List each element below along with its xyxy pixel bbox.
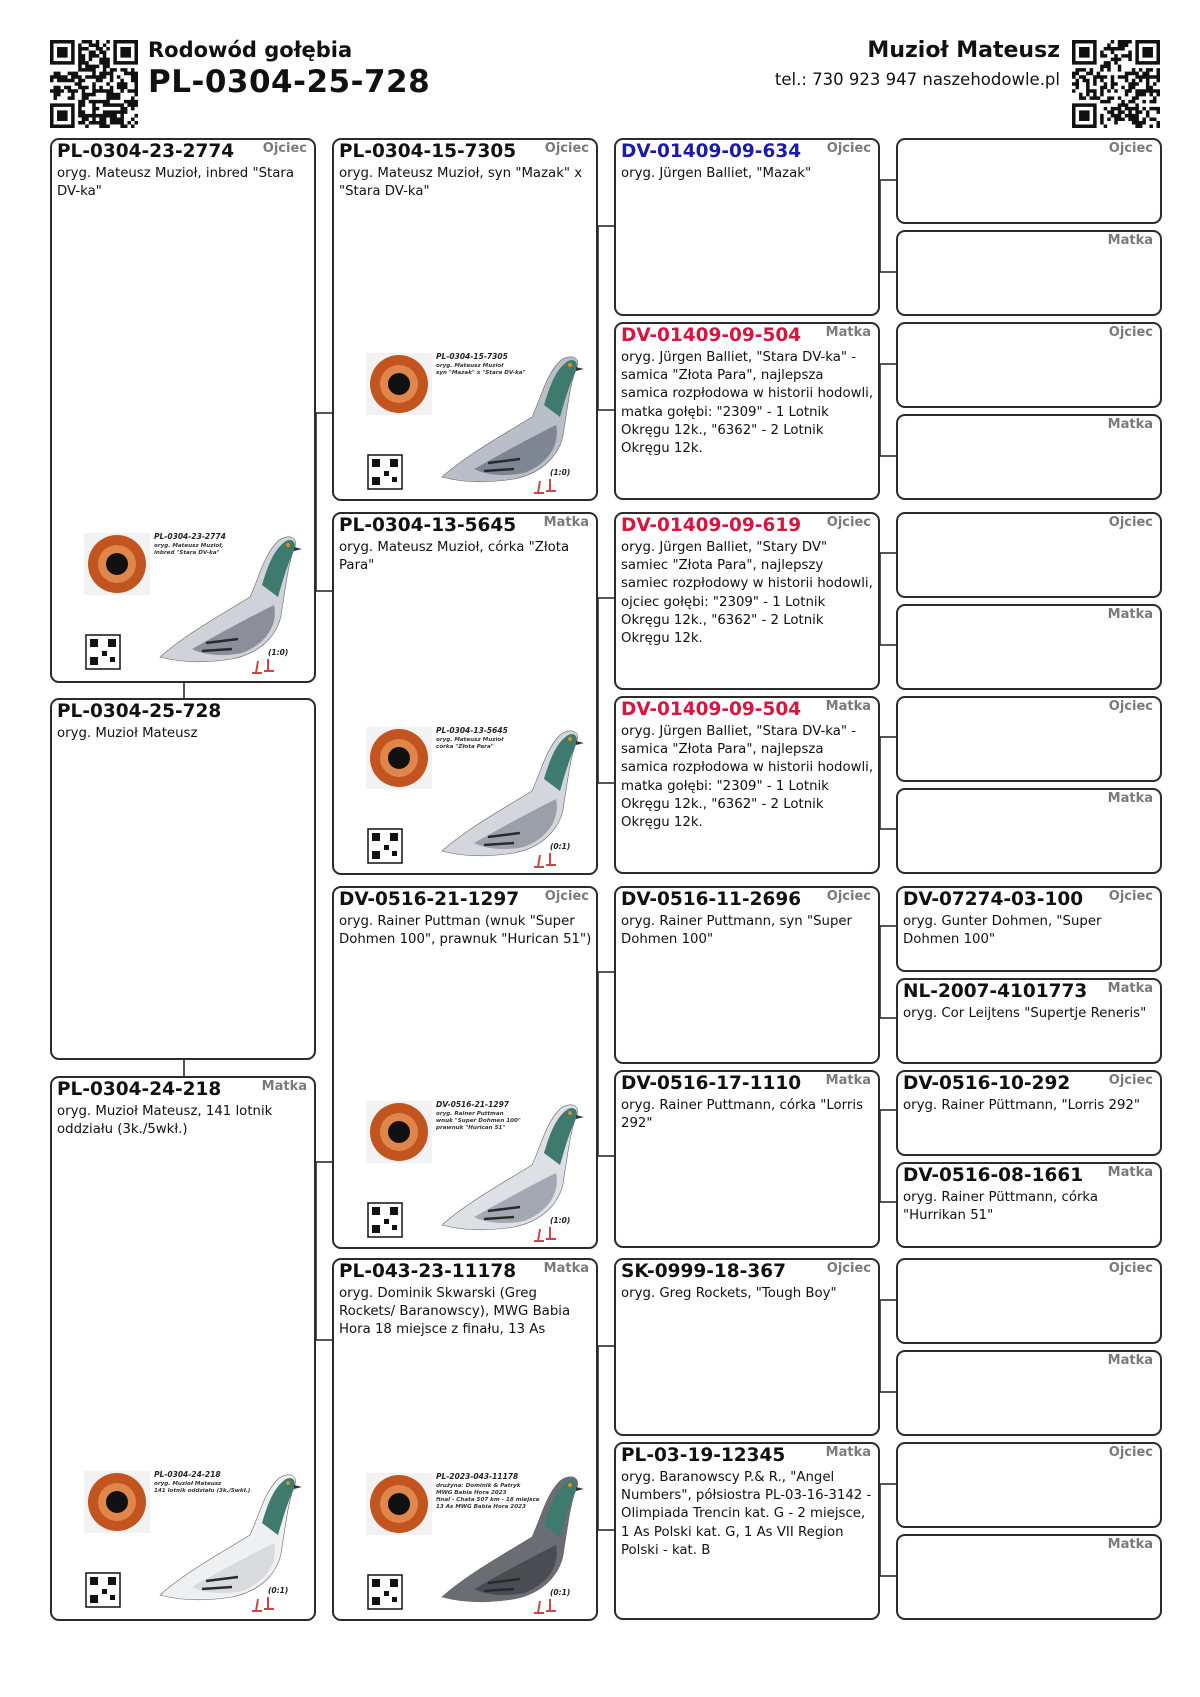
pigeon-beak: [576, 1487, 584, 1491]
photo-caption-line: syn "Mazak" x "Stara DV-ka": [436, 370, 526, 376]
role-label: Matka: [1107, 607, 1153, 622]
pedigree-card-mff[interactable]: [614, 886, 880, 1064]
pigeon-photo: [364, 1093, 584, 1243]
ring-number: PL-03-19-12345: [621, 1445, 786, 1466]
small-qr-finder: [372, 477, 380, 485]
role-label: Matka: [1107, 791, 1153, 806]
role-label: Matka: [825, 325, 871, 340]
eye-pupil: [106, 1491, 128, 1513]
small-qr-module: [110, 657, 115, 662]
photo-score: (1:0): [550, 1216, 571, 1225]
pigeon-description: oryg. Mateusz Muzioł, inbred "Stara DV-ka": [57, 166, 294, 200]
eye-pupil: [388, 1121, 410, 1143]
pigeon-legs: [534, 479, 556, 493]
small-qr-module: [392, 1225, 397, 1230]
role-label: Ojciec: [826, 515, 871, 530]
small-qr-finder: [372, 1579, 380, 1587]
ring-number: PL-0304-13-5645: [339, 515, 517, 536]
role-label: Ojciec: [826, 141, 871, 156]
page-title: Rodowód gołębia: [148, 38, 353, 62]
pigeon-ring-number: PL-0304-25-728: [148, 64, 431, 100]
photo-caption-line: prawnuk "Hurican 51": [436, 1125, 506, 1131]
pigeon-beak: [576, 1115, 584, 1119]
photo-caption-ring: PL-2023-043-11178: [436, 1472, 519, 1481]
small-qr-module: [392, 1597, 397, 1602]
pigeon-photo: [82, 525, 302, 675]
photo-caption-line: inbred "Stara DV-ka": [154, 550, 220, 556]
photo-caption-line: oryg. Rainer Puttman: [436, 1111, 504, 1117]
owner-contact: tel.: 730 923 947 naszehodowle.pl: [774, 70, 1060, 89]
pigeon-description: oryg. Rainer Püttmann, córka "Hurrikan 51": [903, 1190, 1099, 1224]
photo-score: (1:0): [550, 468, 571, 477]
photo-caption-ring: PL-0304-23-2774: [154, 532, 226, 541]
pigeon-description: oryg. Jürgen Balliet, "Mazak": [621, 166, 812, 181]
pigeon-beak: [294, 1485, 302, 1489]
pigeon-photo: [364, 719, 584, 869]
pigeon-legs: [252, 659, 274, 673]
photo-caption-line: oryg. Muzioł Mateusz: [154, 1481, 222, 1487]
pedigree-card-mffm[interactable]: [896, 978, 1162, 1064]
eye-pupil: [388, 747, 410, 769]
small-qr-finder: [372, 851, 380, 859]
pigeon-legs: [534, 1227, 556, 1241]
ring-number: DV-0516-17-1110: [621, 1073, 802, 1094]
small-qr-finder: [390, 833, 398, 841]
photo-score: (0:1): [268, 1586, 289, 1595]
pigeon-description: oryg. Jürgen Balliet, "Stara DV-ka" - samica "Złota Para", najlepsza samica rozpłodowa w historii hodowli, matka gołębi: "2309" - 1 Lotnik Okręgu 12k., "6362" - 2 Lotnik Okręgu 12k.: [621, 724, 874, 831]
pigeon-legs: [534, 853, 556, 867]
small-qr-module: [384, 1591, 389, 1596]
eye-pupil: [106, 553, 128, 575]
role-label: Ojciec: [1108, 141, 1153, 156]
small-qr-finder: [108, 1577, 116, 1585]
role-label: Matka: [1107, 1353, 1153, 1368]
owner-name: Muzioł Mateusz: [867, 38, 1060, 63]
photo-caption-line: oryg. Mateusz Muzioł: [436, 737, 504, 743]
ring-number: PL-0304-23-2774: [57, 141, 235, 162]
pigeon-description: oryg. Cor Leijtens "Supertje Reneris": [903, 1006, 1147, 1021]
pedigree-card-mmff[interactable]: [896, 1258, 1162, 1344]
pedigree-card-mmfm[interactable]: [896, 1350, 1162, 1436]
role-label: Matka: [825, 1073, 871, 1088]
pigeon-photo: [82, 1463, 302, 1613]
small-qr-finder: [390, 459, 398, 467]
small-qr-finder: [90, 1595, 98, 1603]
pigeon-beak: [294, 547, 302, 551]
small-qr-finder: [372, 1207, 380, 1215]
pedigree-card-ffmf[interactable]: [896, 322, 1162, 408]
photo-caption-line: 141 lotnik oddziału (3k./5wkł.): [154, 1488, 251, 1494]
pedigree-card-mmmm[interactable]: [896, 1534, 1162, 1620]
role-label: Matka: [543, 515, 589, 530]
pedigree-card-mother[interactable]: [50, 1076, 316, 1621]
role-label: Matka: [1107, 1537, 1153, 1552]
ring-number: PL-0304-25-728: [57, 701, 222, 722]
small-qr-module: [392, 851, 397, 856]
photo-caption-line: oryg. Mateusz Muzioł,: [154, 543, 224, 549]
photo-caption-ring: PL-0304-24-218: [154, 1470, 221, 1479]
pigeon-description: oryg. Greg Rockets, "Tough Boy": [621, 1286, 837, 1301]
role-label: Matka: [825, 1445, 871, 1460]
small-qr-finder: [90, 657, 98, 665]
pedigree-card-mmf[interactable]: [614, 1258, 880, 1436]
small-qr-module: [384, 1219, 389, 1224]
small-qr-module: [392, 477, 397, 482]
ring-number: DV-01409-09-504: [621, 325, 802, 346]
ring-number: DV-0516-11-2696: [621, 889, 802, 910]
role-label: Matka: [1107, 417, 1153, 432]
small-qr-finder: [372, 459, 380, 467]
pigeon-description: oryg. Muzioł Mateusz, 141 lotnik oddziału (3k./5wkł.): [57, 1104, 273, 1138]
pigeon-eye: [568, 363, 572, 367]
photo-score: (0:1): [550, 842, 571, 851]
ring-number: DV-0516-21-1297: [339, 889, 520, 910]
small-qr-finder: [372, 1225, 380, 1233]
small-qr-finder: [390, 1579, 398, 1587]
role-label: Ojciec: [1108, 515, 1153, 530]
small-qr-module: [102, 1589, 107, 1594]
small-qr-finder: [372, 1597, 380, 1605]
pigeon-legs: [252, 1597, 274, 1611]
eye-pupil: [388, 1493, 410, 1515]
pedigree-card-fmf[interactable]: [614, 512, 880, 690]
pigeon-description: oryg. Muzioł Mateusz: [57, 726, 198, 741]
role-label: Matka: [1107, 1165, 1153, 1180]
pigeon-eye: [568, 737, 572, 741]
pedigree-card-fffm[interactable]: [896, 230, 1162, 316]
role-label: Ojciec: [1108, 699, 1153, 714]
pedigree-card-mfmm[interactable]: [896, 1162, 1162, 1248]
pedigree-card-mfmf[interactable]: [896, 1070, 1162, 1156]
photo-caption-line: 13 As MWG Babia Hora 2023: [436, 1504, 526, 1510]
role-label: Ojciec: [1108, 1445, 1153, 1460]
pigeon-description: oryg. Rainer Püttmann, "Lorris 292": [903, 1098, 1140, 1113]
pedigree-card-fff[interactable]: [614, 138, 880, 316]
pedigree-card-ff[interactable]: [332, 138, 598, 501]
role-label: Ojciec: [826, 889, 871, 904]
pigeon-description: oryg. Rainer Puttman (wnuk "Super Dohmen 100", prawnuk "Hurican 51"): [339, 914, 592, 948]
pedigree-card-ffmm[interactable]: [896, 414, 1162, 500]
photo-caption-line: oryg. Mateusz Muzioł: [436, 363, 504, 369]
role-label: Ojciec: [1108, 1073, 1153, 1088]
small-qr-finder: [90, 1577, 98, 1585]
pigeon-eye: [568, 1483, 572, 1487]
role-label: Ojciec: [1108, 325, 1153, 340]
photo-caption-line: wnuk "Super Dohmen 100": [436, 1118, 521, 1124]
pedigree-card-mmm[interactable]: [614, 1442, 880, 1620]
pigeon-description: oryg. Baranowscy P.& R., "Angel Numbers", półsiostra PL-03-16-3142 - Olimpiada Trencin kat. G - 2 miejsce, 1 As Polski kat. G, 1 As VII Region Polski - kat. B: [621, 1470, 872, 1558]
role-label: Matka: [825, 699, 871, 714]
role-label: Ojciec: [1108, 1261, 1153, 1276]
role-label: Ojciec: [544, 141, 589, 156]
pigeon-legs: [534, 1599, 556, 1613]
pedigree-card-fmm[interactable]: [614, 696, 880, 874]
pedigree-card-mfff[interactable]: [896, 886, 1162, 972]
pigeon-photo: [364, 345, 584, 495]
role-label: Matka: [543, 1261, 589, 1276]
pedigree-card-mf[interactable]: [332, 886, 598, 1249]
pedigree-card-mfm[interactable]: [614, 1070, 880, 1248]
pedigree-card-mmmf[interactable]: [896, 1442, 1162, 1528]
photo-caption-line: drużyna: Dominik & Patryk: [436, 1483, 521, 1489]
role-label: Ojciec: [826, 1261, 871, 1276]
pigeon-description: oryg. Rainer Puttmann, córka "Lorris 292": [621, 1098, 864, 1132]
ring-number: NL-2007-4101773: [903, 981, 1088, 1002]
pigeon-description: oryg. Mateusz Muzioł, córka "Złota Para": [339, 540, 570, 574]
small-qr-finder: [372, 833, 380, 841]
ring-number: SK-0999-18-367: [621, 1261, 786, 1282]
eye-pupil: [388, 373, 410, 395]
role-label: Matka: [1107, 233, 1153, 248]
pedigree-card-father[interactable]: [50, 138, 316, 683]
photo-score: (1:0): [268, 648, 289, 657]
pigeon-photo: [364, 1465, 584, 1615]
ring-number: DV-0516-08-1661: [903, 1165, 1084, 1186]
pedigree-card-subject[interactable]: [50, 698, 316, 1060]
photo-caption-ring: DV-0516-21-1297: [436, 1100, 510, 1109]
photo-caption-line: córka "Złota Para": [436, 744, 494, 750]
pigeon-description: oryg. Dominik Skwarski (Greg Rockets/ Baranowscy), MWG Babia Hora 18 miejsce z finału, 13 As: [339, 1286, 571, 1338]
pedigree-card-mm[interactable]: [332, 1258, 598, 1621]
photo-score: (0:1): [550, 1588, 571, 1597]
ring-number: DV-01409-09-619: [621, 515, 802, 536]
pedigree-card-ffff[interactable]: [896, 138, 1162, 224]
pigeon-eye: [568, 1111, 572, 1115]
ring-number: DV-07274-03-100: [903, 889, 1084, 910]
pigeon-description: oryg. Gunter Dohmen, "Super Dohmen 100": [903, 914, 1102, 948]
pigeon-eye: [286, 1481, 290, 1485]
ring-number: DV-01409-09-504: [621, 699, 802, 720]
pedigree-card-ffm[interactable]: [614, 322, 880, 500]
ring-number: PL-043-23-11178: [339, 1261, 517, 1282]
small-qr-module: [384, 845, 389, 850]
pedigree-card-fmfm[interactable]: [896, 604, 1162, 690]
small-qr-finder: [390, 1207, 398, 1215]
pedigree-card-fm[interactable]: [332, 512, 598, 875]
pigeon-beak: [576, 367, 584, 371]
role-label: Ojciec: [262, 141, 307, 156]
ring-number: PL-0304-24-218: [57, 1079, 222, 1100]
pigeon-description: oryg. Jürgen Balliet, "Stara DV-ka" - samica "Złota Para", najlepsza samica rozpłodowa w historii hodowli, matka gołębi: "2309" - 1 Lotnik Okręgu 12k., "6362" - 2 Lotnik Okręgu 12k.: [621, 350, 874, 457]
small-qr-module: [110, 1595, 115, 1600]
role-label: Ojciec: [544, 889, 589, 904]
photo-caption-line: final - Chata 507 km - 18 miejsce: [436, 1497, 540, 1503]
role-label: Ojciec: [1108, 889, 1153, 904]
pigeon-eye: [286, 543, 290, 547]
pedigree-card-fmff[interactable]: [896, 512, 1162, 598]
small-qr-module: [102, 651, 107, 656]
small-qr-finder: [108, 639, 116, 647]
pigeon-description: oryg. Jürgen Balliet, "Stary DV" samiec "Złota Para", najlepszy samiec rozpłodowy w historii hodowli, ojciec gołębi: "2309" - 1 Lotnik Okręgu 12k., "6362" - 2 Lotnik Okręgu 12k.: [621, 540, 873, 647]
ring-number: DV-01409-09-634: [621, 141, 802, 162]
pedigree-card-fmmf[interactable]: [896, 696, 1162, 782]
ring-number: DV-0516-10-292: [903, 1073, 1071, 1094]
ring-number: PL-0304-15-7305: [339, 141, 517, 162]
small-qr-module: [384, 471, 389, 476]
photo-caption-ring: PL-0304-15-7305: [436, 352, 508, 361]
pedigree-card-fmmm[interactable]: [896, 788, 1162, 874]
small-qr-finder: [90, 639, 98, 647]
role-label: Matka: [261, 1079, 307, 1094]
role-label: Matka: [1107, 981, 1153, 996]
photo-caption-ring: PL-0304-13-5645: [436, 726, 508, 735]
pigeon-description: oryg. Rainer Puttmann, syn "Super Dohmen 100": [621, 914, 853, 948]
pigeon-beak: [576, 741, 584, 745]
photo-caption-line: MWG Babia Hora 2023: [436, 1490, 507, 1496]
pigeon-description: oryg. Mateusz Muzioł, syn "Mazak" x "Stara DV-ka": [339, 166, 583, 200]
